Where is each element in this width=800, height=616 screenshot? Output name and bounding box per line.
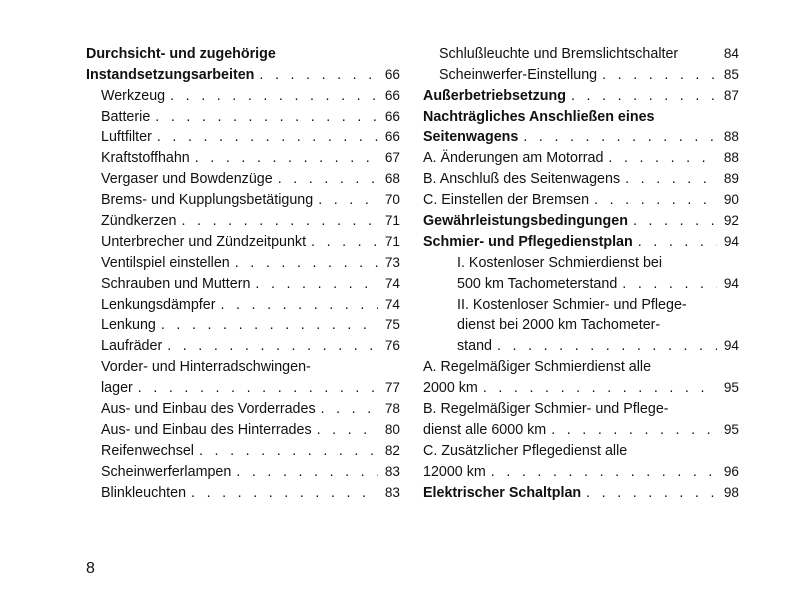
toc-entry [86, 460, 400, 481]
toc-entry-page: 85 [723, 66, 739, 82]
toc-entry [423, 293, 739, 314]
dot-leader [594, 191, 717, 209]
dot-leader [199, 442, 378, 460]
toc-entry [423, 314, 739, 335]
dot-leader [633, 212, 717, 230]
toc-entry-page: 94 [723, 275, 739, 291]
toc-entry-title: Außerbetriebsetzung [423, 87, 566, 104]
toc-entry [86, 334, 400, 355]
toc-entry-page: 95 [723, 421, 739, 437]
dot-leader [608, 149, 717, 167]
toc-entry-title: 12000 km [423, 463, 486, 480]
toc-entry [423, 376, 739, 397]
toc-entry-title: Luftfilter [101, 129, 152, 146]
toc-entry-title: 500 km Tachometerstand [457, 275, 618, 292]
toc-entry [86, 188, 400, 209]
dot-leader [571, 87, 717, 105]
dot-leader [182, 212, 379, 230]
toc-entry [86, 355, 400, 376]
toc-entry [423, 146, 739, 167]
toc-entry-title: Unterbrecher und Zündzeitpunkt [101, 233, 307, 250]
toc-entry [423, 126, 739, 147]
toc-entry-title: Lenkungsdämpfer [101, 296, 216, 313]
toc-entry-page: 80 [384, 421, 400, 437]
toc-entry-title: A. Änderungen am Motorrad [423, 150, 604, 167]
toc-entry [86, 167, 400, 188]
toc-entry [423, 355, 739, 376]
toc-entry-title: C. Zusätzlicher Pflegedienst alle [423, 442, 628, 459]
toc-entry-title: Schmier- und Pflegedienstplan [423, 233, 633, 250]
toc-entry-title: 2000 km [423, 380, 478, 397]
toc-entry-page: 66 [384, 108, 400, 124]
toc-entry-title: dienst bei 2000 km Tachometer- [457, 317, 661, 334]
toc-entry-title: Durchsicht- und zugehörige [86, 45, 276, 62]
toc-entry-title: Scheinwerferlampen [101, 463, 232, 480]
toc-entry-title: II. Kostenloser Schmier- und Pflege- [457, 296, 687, 313]
dot-leader [317, 421, 378, 439]
dot-leader [235, 254, 378, 272]
dot-leader [278, 170, 378, 188]
toc-entry-page: 98 [723, 484, 739, 500]
toc-entry-title: Ventilspiel einstellen [101, 254, 230, 271]
toc-entry-title: Batterie [101, 108, 151, 125]
page-number: 8 [86, 560, 95, 577]
toc-entry-page: 94 [723, 233, 739, 249]
dot-leader [491, 463, 717, 481]
dot-leader [321, 400, 378, 418]
toc-entry [423, 439, 739, 460]
toc-entry-page: 92 [723, 213, 739, 229]
toc-entry-page: 96 [723, 463, 739, 479]
toc-entry-page: 95 [723, 380, 739, 396]
toc-entry-title: stand [457, 338, 492, 355]
toc-entry-page: 94 [723, 338, 739, 354]
toc-entry-page: 71 [384, 233, 400, 249]
toc-entry-title: Reifenwechsel [101, 442, 194, 459]
dot-leader [155, 108, 378, 126]
toc-entry [423, 481, 739, 502]
toc-entry [86, 42, 400, 63]
toc-entry [423, 42, 739, 63]
toc-entry-title: Lenkung [101, 317, 156, 334]
dot-leader [622, 275, 717, 293]
toc-entry-page: 70 [384, 192, 400, 208]
toc-entry [423, 105, 739, 126]
toc-entry [423, 188, 739, 209]
toc-entry-page: 78 [384, 401, 400, 417]
toc-entry-page: 82 [384, 442, 400, 458]
toc-entry [86, 146, 400, 167]
toc-entry-title: Werkzeug [101, 87, 166, 104]
toc-entry-page: 89 [723, 171, 739, 187]
toc-entry-title: Blinkleuchten [101, 484, 187, 501]
toc-entry-page: 75 [384, 317, 400, 333]
dot-leader [523, 128, 717, 146]
toc-entry-page: 67 [384, 150, 400, 166]
toc-entry-page: 66 [384, 87, 400, 103]
toc-entry-title: Elektrischer Schaltplan [423, 484, 582, 501]
toc-entry [86, 272, 400, 293]
toc-right-column [423, 42, 739, 502]
toc-entry-page: 83 [384, 484, 400, 500]
toc-entry-page: 71 [384, 213, 400, 229]
dot-leader [167, 337, 378, 355]
toc-entry [86, 251, 400, 272]
toc-entry [86, 481, 400, 502]
toc-entry-page: 76 [384, 338, 400, 354]
dot-leader [259, 66, 378, 84]
toc-left-column [86, 42, 400, 502]
toc-entry [86, 230, 400, 251]
toc-entry [423, 334, 739, 355]
toc-entry [423, 418, 739, 439]
toc-entry-page: 68 [384, 171, 400, 187]
dot-leader [195, 149, 378, 167]
toc-entry [86, 439, 400, 460]
toc-entry-title: Vorder- und Hinterradschwingen- [101, 359, 311, 376]
dot-leader [602, 66, 717, 84]
toc-entry [423, 230, 739, 251]
toc-entry [86, 63, 400, 84]
dot-leader [551, 421, 717, 439]
toc-entry-page: 74 [384, 275, 400, 291]
toc-entry [86, 376, 400, 397]
toc-entry-title: Vergaser und Bowdenzüge [101, 171, 273, 188]
toc-entry-title: Zündkerzen [101, 213, 177, 230]
toc-entry [423, 251, 739, 272]
toc-entry-title: Gewährleistungsbedingungen [423, 213, 628, 230]
toc-entry-title: B. Regelmäßiger Schmier- und Pflege- [423, 401, 669, 418]
toc-entry-page: 73 [384, 254, 400, 270]
toc-entry-title: C. Einstellen der Bremsen [423, 192, 590, 209]
dot-leader [318, 191, 378, 209]
toc-entry-page: 88 [723, 150, 739, 166]
toc-entry [423, 460, 739, 481]
toc-entry [423, 84, 739, 105]
toc-entry-title: Schlußleuchte und Bremslichtschalter [439, 45, 679, 62]
toc-entry-page: 88 [723, 129, 739, 145]
toc-entry [86, 314, 400, 335]
toc-entry-page: 84 [723, 45, 739, 61]
toc-entry-title: Laufräder [101, 338, 163, 355]
toc-entry-page: 87 [723, 87, 739, 103]
toc-entry-page: 66 [384, 129, 400, 145]
toc-entry-title: lager [101, 380, 133, 397]
dot-leader [220, 296, 378, 314]
dot-leader [625, 170, 717, 188]
dot-leader [157, 128, 378, 146]
toc-entry [86, 105, 400, 126]
toc-entry [86, 293, 400, 314]
toc-entry [86, 126, 400, 147]
toc-entry-title: Schrauben und Muttern [101, 275, 251, 292]
dot-leader [497, 337, 717, 355]
toc-entry-title: B. Anschluß des Seitenwagens [423, 171, 621, 188]
toc-entry-page: 83 [384, 463, 400, 479]
toc-entry [86, 418, 400, 439]
dot-leader [161, 316, 378, 334]
dot-leader [236, 463, 378, 481]
toc-entry-title: I. Kostenloser Schmierdienst bei [457, 254, 663, 271]
toc-entry-title: Brems- und Kupplungsbetätigung [101, 192, 314, 209]
toc-entry-title: dienst alle 6000 km [423, 421, 547, 438]
toc-entry [423, 63, 739, 84]
dot-leader [191, 484, 378, 502]
toc-entry [86, 84, 400, 105]
dot-leader [638, 233, 717, 251]
toc-entry-title: Aus- und Einbau des Hinterrades [101, 421, 312, 438]
dot-leader [255, 275, 378, 293]
toc-entry-title: Aus- und Einbau des Vorderrades [101, 401, 316, 418]
toc-entry [86, 209, 400, 230]
toc-entry-title: Nachträgliches Anschließen eines [423, 108, 655, 125]
toc-entry [86, 397, 400, 418]
toc-entry-title: Instandsetzungsarbeiten [86, 66, 255, 83]
toc-entry-page: 77 [384, 380, 400, 396]
toc-entry-title: A. Regelmäßiger Schmierdienst alle [423, 359, 652, 376]
toc-entry-title: Scheinwerfer-Einstellung [439, 66, 598, 83]
toc-entry [423, 397, 739, 418]
dot-leader [138, 379, 378, 397]
toc-entry [423, 272, 739, 293]
dot-leader [586, 484, 717, 502]
toc-entry [423, 167, 739, 188]
toc-entry-title: Kraftstoffhahn [101, 150, 190, 167]
toc-entry-page: 66 [384, 66, 400, 82]
toc-entry-title: Seitenwagens [423, 129, 519, 146]
dot-leader [483, 379, 717, 397]
toc-entry-page: 90 [723, 192, 739, 208]
toc-entry-page: 74 [384, 296, 400, 312]
dot-leader [311, 233, 378, 251]
dot-leader [170, 87, 378, 105]
toc-entry [423, 209, 739, 230]
